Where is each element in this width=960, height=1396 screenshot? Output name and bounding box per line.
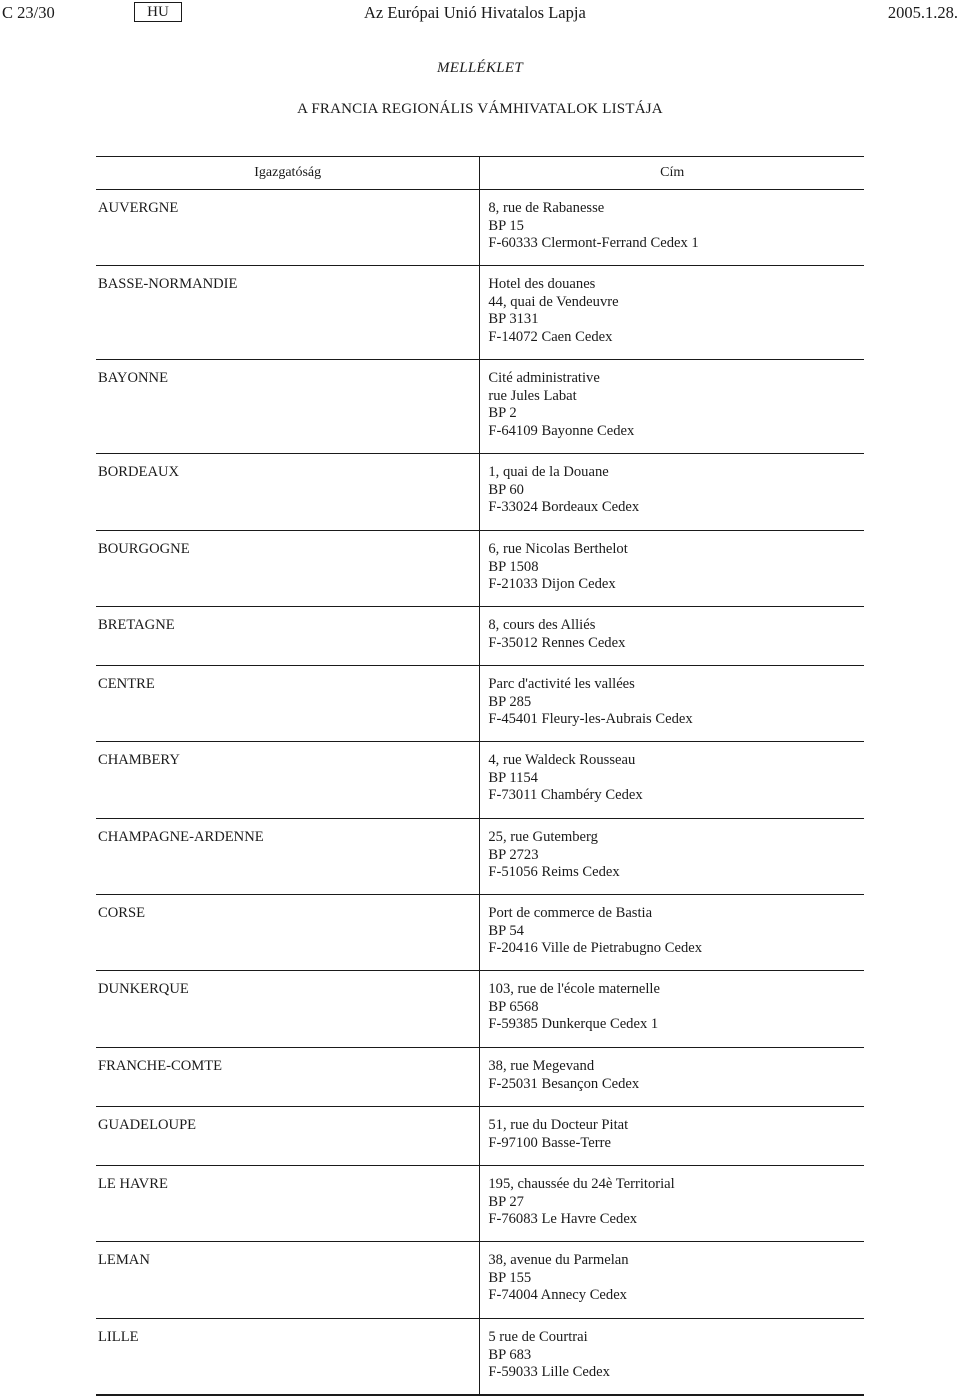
address-line: BP 683	[488, 1346, 532, 1363]
directorate-name: CHAMBERY	[98, 752, 180, 768]
directorate-cell	[96, 971, 480, 1048]
directorate-cell	[96, 454, 480, 531]
address-cell	[480, 1242, 864, 1319]
table-row	[96, 1107, 864, 1166]
directorate-cell	[96, 531, 480, 607]
directorate-cell	[96, 360, 480, 454]
address-cell	[480, 1048, 864, 1107]
address-cell	[480, 742, 864, 819]
table-row	[96, 1048, 864, 1107]
address-block	[480, 895, 864, 958]
address-block	[480, 1166, 864, 1229]
address-block	[480, 266, 864, 346]
address-cell	[480, 1319, 864, 1395]
directorate-cell	[96, 1107, 480, 1166]
directorate-name: LEMAN	[98, 1252, 150, 1268]
address-block	[480, 971, 864, 1034]
address-line: Parc d'activité les vallées	[488, 676, 635, 692]
address-cell	[480, 895, 864, 971]
address-line: F-59385 Dunkerque Cedex 1	[488, 1016, 659, 1032]
directorate-name: CENTRE	[98, 676, 155, 692]
directorate-cell	[96, 1319, 480, 1395]
address-line: 5 rue de Courtrai	[488, 1329, 588, 1345]
directorate-cell	[96, 895, 480, 971]
language-code-box: HU	[134, 2, 182, 22]
table-row	[96, 666, 864, 742]
address-line: BP 1508	[488, 558, 539, 575]
document-title: A FRANCIA REGIONÁLIS VÁMHIVATALOK LISTÁJA	[297, 101, 663, 117]
table-row	[96, 819, 864, 895]
address-line: 4, rue Waldeck Rousseau	[488, 752, 636, 768]
table-row	[96, 1166, 864, 1242]
directorate-name: FRANCHE-COMTE	[98, 1058, 223, 1074]
directorate-cell	[96, 742, 480, 819]
table-row	[96, 454, 864, 531]
address-line: F-21033 Dijon Cedex	[488, 576, 616, 592]
address-line: 1, quai de la Douane	[488, 464, 609, 480]
address-block	[480, 531, 864, 594]
customs-offices-table	[96, 156, 864, 1396]
address-line: BP 285	[488, 693, 532, 710]
table-row	[96, 266, 864, 360]
address-block	[480, 360, 864, 440]
address-line: BP 6568	[488, 998, 539, 1015]
directorate-name: GUADELOUPE	[98, 1117, 197, 1133]
address-line: BP 54	[488, 922, 524, 939]
address-line: 44, quai de Vendeuvre	[488, 293, 619, 310]
directorate-cell	[96, 1048, 480, 1107]
address-line: F-45401 Fleury-les-Aubrais Cedex	[488, 711, 693, 727]
directorate-name: BAYONNE	[98, 370, 169, 386]
address-cell	[480, 266, 864, 360]
address-line: 8, cours des Alliés	[488, 617, 596, 633]
table-row	[96, 1242, 864, 1319]
table-row	[96, 742, 864, 819]
address-cell	[480, 531, 864, 607]
address-line: 51, rue du Docteur Pitat	[488, 1117, 629, 1133]
directorate-cell	[96, 266, 480, 360]
address-cell	[480, 1107, 864, 1166]
address-line: F-73011 Chambéry Cedex	[488, 787, 643, 803]
address-line: Cité administrative	[488, 370, 600, 386]
address-cell	[480, 454, 864, 531]
column-header-directorate: Igazgatóság	[96, 157, 480, 190]
directorate-name: AUVERGNE	[98, 200, 179, 216]
annex-label: MELLÉKLET	[436, 60, 524, 76]
directorate-name: LE HAVRE	[98, 1176, 168, 1192]
directorate-name: BORDEAUX	[98, 464, 180, 480]
address-line: F-14072 Caen Cedex	[488, 328, 613, 345]
address-block	[480, 1048, 864, 1093]
directorate-name: LILLE	[98, 1329, 139, 1345]
table-row	[96, 531, 864, 607]
address-line: 103, rue de l'école maternelle	[488, 981, 660, 997]
address-block	[480, 1242, 864, 1305]
address-cell	[480, 607, 864, 666]
directorate-name: BASSE-NORMANDIE	[98, 276, 238, 292]
address-line: BP 2723	[488, 846, 539, 863]
address-line: BP 3131	[488, 311, 539, 327]
address-block	[480, 1107, 864, 1152]
directorate-cell	[96, 666, 480, 742]
directorate-cell	[96, 819, 480, 895]
table-row	[96, 190, 864, 266]
address-line: F-25031 Besançon Cedex	[488, 1075, 640, 1092]
address-line: BP 15	[488, 217, 524, 234]
page-header	[0, 0, 960, 26]
address-block	[480, 819, 864, 882]
table-row	[96, 895, 864, 971]
table-body	[96, 190, 864, 1395]
address-cell	[480, 971, 864, 1048]
address-line: Port de commerce de Bastia	[488, 905, 653, 921]
address-line: BP 27	[488, 1193, 524, 1210]
address-cell	[480, 1166, 864, 1242]
address-cell	[480, 190, 864, 266]
table-row	[96, 360, 864, 454]
address-line: F-97100 Basse-Terre	[488, 1134, 611, 1151]
journal-title: Az Európai Unió Hivatalos Lapja	[364, 3, 586, 22]
address-line: F-35012 Rennes Cedex	[488, 634, 626, 651]
address-cell	[480, 819, 864, 895]
publication-date: 2005.1.28.	[887, 3, 958, 22]
address-line: F-20416 Ville de Pietrabugno Cedex	[488, 940, 703, 956]
table-row	[96, 1319, 864, 1395]
address-line: F-59033 Lille Cedex	[488, 1364, 610, 1380]
directorate-name: BRETAGNE	[98, 617, 175, 633]
directorate-cell	[96, 190, 480, 266]
address-cell	[480, 360, 864, 454]
directorate-cell	[96, 1166, 480, 1242]
address-line: BP 2	[488, 405, 517, 421]
address-line: F-33024 Bordeaux Cedex	[488, 499, 640, 515]
address-line: BP 1154	[488, 769, 538, 786]
table-header-row	[96, 157, 864, 190]
table-row	[96, 607, 864, 666]
address-block	[480, 190, 864, 253]
address-line: BP 60	[488, 481, 524, 498]
address-line: 6, rue Nicolas Berthelot	[488, 541, 628, 557]
directorate-name: BOURGOGNE	[98, 541, 190, 557]
address-line: F-51056 Reims Cedex	[488, 864, 620, 880]
address-line: F-60333 Clermont-Ferrand Cedex 1	[488, 235, 699, 251]
page-reference: C 23/30	[2, 3, 55, 22]
address-line: 8, rue de Rabanesse	[488, 200, 605, 216]
address-block	[480, 1319, 864, 1382]
address-line: F-76083 Le Havre Cedex	[488, 1211, 638, 1227]
address-line: rue Jules Labat	[488, 387, 577, 404]
table-row	[96, 971, 864, 1048]
address-block	[480, 607, 864, 652]
directorate-name: CHAMPAGNE-ARDENNE	[98, 829, 264, 845]
address-line: 38, avenue du Parmelan	[488, 1252, 629, 1268]
directorate-cell	[96, 607, 480, 666]
directorate-name: CORSE	[98, 905, 146, 921]
address-line: F-74004 Annecy Cedex	[488, 1287, 627, 1303]
address-line: 195, chaussée du 24è Territorial	[488, 1176, 675, 1192]
address-line: BP 155	[488, 1269, 532, 1286]
address-line: Hotel des douanes	[488, 276, 596, 292]
directorate-name: DUNKERQUE	[98, 981, 189, 997]
directorate-cell	[96, 1242, 480, 1319]
column-header-address: Cím	[480, 157, 864, 190]
address-line: 25, rue Gutemberg	[488, 829, 598, 845]
address-line: 38, rue Megevand	[488, 1058, 595, 1074]
address-block	[480, 742, 864, 805]
address-cell	[480, 666, 864, 742]
address-block	[480, 666, 864, 729]
address-block	[480, 454, 864, 517]
address-line: F-64109 Bayonne Cedex	[488, 422, 635, 439]
